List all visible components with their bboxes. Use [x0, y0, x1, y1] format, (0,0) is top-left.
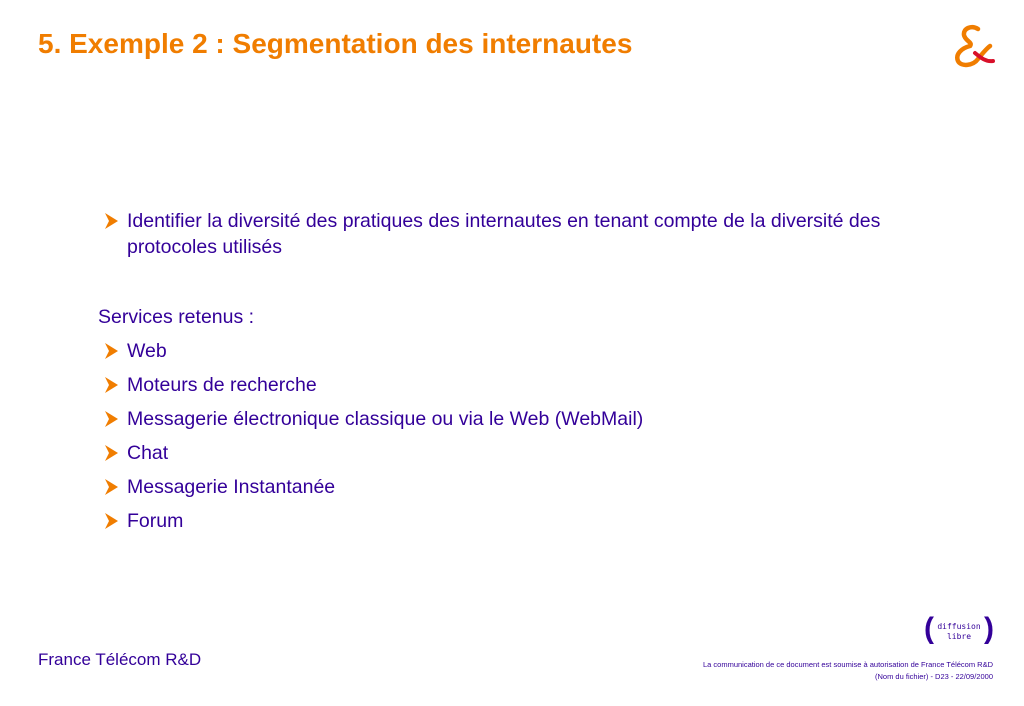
- ampersand-logo-icon: [948, 24, 998, 68]
- arrow-bullet-icon: [102, 410, 120, 428]
- list-item: [98, 338, 898, 364]
- legal-line2: (Nom du fichier) - D23 - 22/09/2000: [875, 672, 993, 681]
- service-label: Messagerie électronique classique ou via le Web (WebMail): [127, 408, 644, 430]
- service-label: Chat: [127, 442, 169, 464]
- service-label: Web: [127, 340, 167, 362]
- service-label: Moteurs de recherche: [127, 374, 317, 396]
- footer-company: France Télécom R&D: [38, 650, 202, 669]
- list-item: [98, 372, 898, 398]
- services-list: [98, 338, 898, 534]
- list-item: [98, 508, 898, 534]
- intro-bullet: [98, 208, 898, 260]
- diffusion-libre-badge: [924, 612, 994, 648]
- badge-line2: libre: [946, 632, 972, 641]
- list-item: [98, 406, 898, 432]
- arrow-bullet-icon: [102, 444, 120, 462]
- service-label: Forum: [127, 510, 184, 532]
- badge-line1: diffusion: [937, 622, 981, 631]
- slide-title: 5. Exemple 2 : Segmentation des internautes: [38, 28, 633, 59]
- arrow-bullet-icon: [102, 212, 120, 230]
- arrow-bullet-icon: [102, 478, 120, 496]
- legal-notice: [703, 659, 993, 683]
- arrow-bullet-icon: [102, 512, 120, 530]
- service-label: Messagerie Instantanée: [127, 476, 336, 498]
- arrow-bullet-icon: [102, 376, 120, 394]
- arrow-bullet-icon: [102, 342, 120, 360]
- badge-left-paren: (: [924, 612, 934, 645]
- list-item: [98, 440, 898, 466]
- intro-text: Identifier la diversité des pratiques des internautes en tenant compte de la diversité des protocoles utilisés: [127, 210, 881, 258]
- slide-content: [98, 208, 898, 542]
- list-item: [98, 474, 898, 500]
- badge-right-paren: ): [984, 612, 994, 645]
- legal-line1: La communication de ce document est soumise à autorisation de France Télécom R&D: [702, 660, 993, 669]
- badge-text: [936, 622, 982, 642]
- services-label: Services retenus :: [98, 306, 255, 328]
